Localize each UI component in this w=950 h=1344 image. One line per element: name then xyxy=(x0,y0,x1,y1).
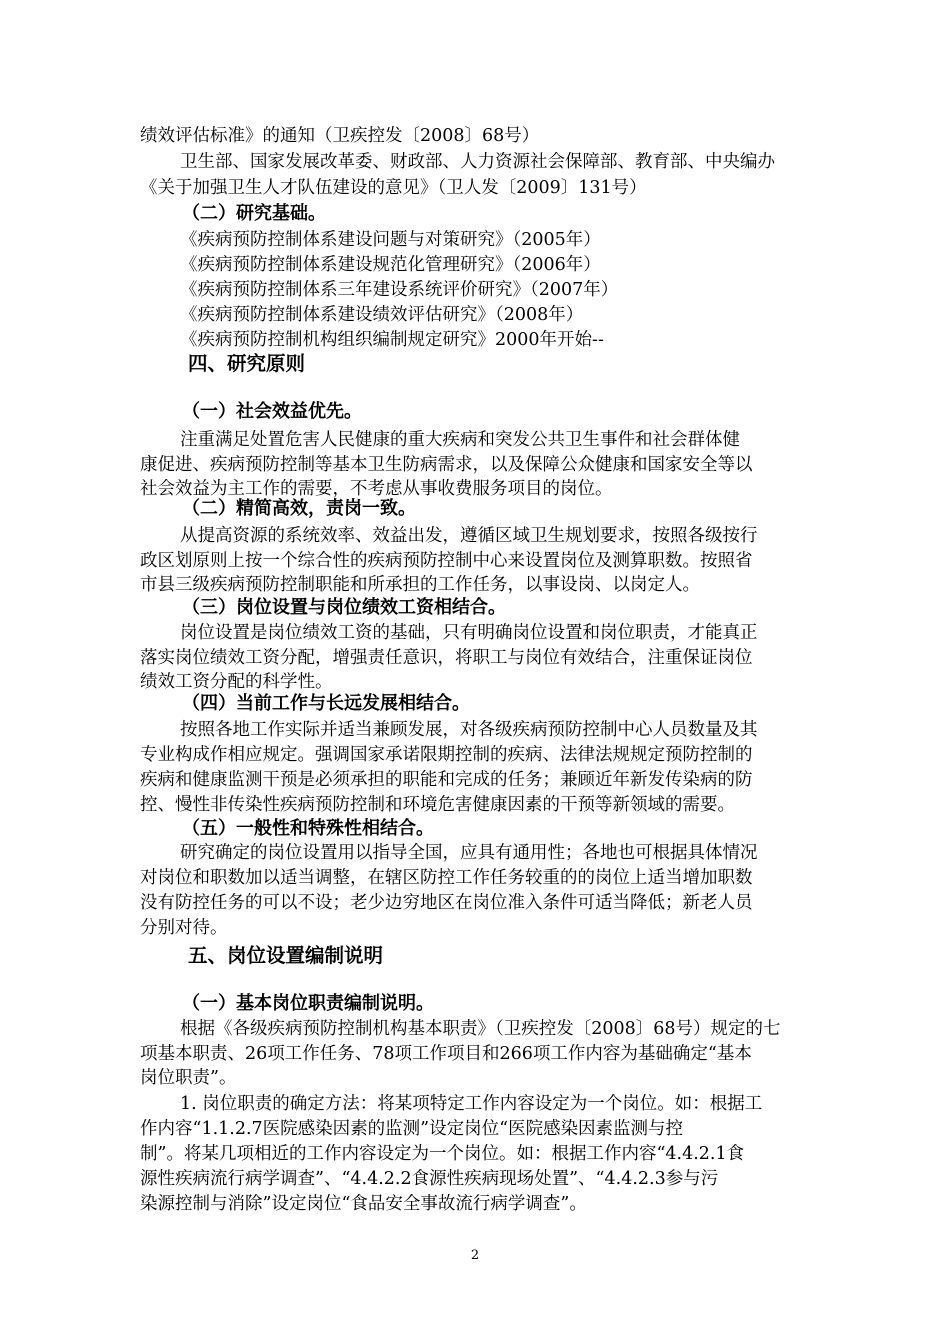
text-line: 制”。将某几项相近的工作内容设定为一个岗位。如：根据工作内容“4.4.2.1食 xyxy=(140,1144,745,1164)
text-line: 对岗位和职数加以适当调整，在辖区防控工作任务较重的的岗位上适当增加职数 xyxy=(140,868,753,888)
text-line: 根据《各级疾病预防控制机构基本职责》（卫疾控发〔2008〕68号）规定的七 xyxy=(180,1019,781,1039)
text-line: 从提高资源的系统效率、效益出发，遵循区域卫生规划要求，按照各级按行 xyxy=(180,526,758,546)
text-line: 注重满足处置危害人民健康的重大疾病和突发公共卫生事件和社会群体健 xyxy=(180,430,740,450)
text-line: 岗位设置是岗位绩效工资的基础，只有明确岗位设置和岗位职责，才能真正 xyxy=(180,623,758,643)
text-line: 源性疾病流行病学调查”、“4.4.2.2食源性疾病现场处置”、“4.4.2.3参与污 xyxy=(140,1169,719,1189)
text-line: 1. 岗位职责的确定方法：将某项特定工作内容设定为一个岗位。如：根据工 xyxy=(180,1094,763,1114)
section-heading: （三）岗位设置与岗位绩效工资相结合。 xyxy=(182,597,506,618)
text-line: 没有防控任务的可以不设；老少边穷地区在岗位准入条件可适当降低；新老人员 xyxy=(140,893,753,913)
page-number: 2 xyxy=(470,1248,480,1263)
text-line: 按照各地工作实际并适当兼顾发展，对各级疾病预防控制中心人员数量及其 xyxy=(180,720,758,740)
text-line: 控、慢性非传染性疾病预防控制和环境危害健康因素的干预等新领域的需要。 xyxy=(140,795,735,815)
text-line: 《疾病预防控制体系建设规范化管理研究》（2006年） xyxy=(180,255,601,275)
text-line: 专业构成作相应规定。强调国家承诺限期控制的疾病、法律法规规定预防控制的 xyxy=(140,745,753,765)
text-line: 《疾病预防控制体系建设问题与对策研究》（2005年） xyxy=(180,230,601,250)
text-line: 卫生部、国家发展改革委、财政部、人力资源社会保障部、教育部、中央编办 xyxy=(180,152,775,172)
section-heading: （一）基本岗位职责编制说明。 xyxy=(182,993,434,1014)
text-line: 项基本职责、26项工作任务、78项工作项目和266项工作内容为基础确定“基本 xyxy=(140,1044,752,1064)
text-line: 疾病和健康监测干预是必须承担的职能和完成的任务；兼顾近年新发传染病的防 xyxy=(140,770,753,790)
text-line: 《疾病预防控制体系三年建设系统评价研究》（2007年） xyxy=(180,280,619,300)
text-line: 政区划原则上按一个综合性的疾病预防控制中心来设置岗位及测算职数。按照省 xyxy=(140,551,753,571)
text-line: 分别对待。 xyxy=(140,918,228,938)
text-line: 《疾病预防控制体系建设绩效评估研究》（2008年） xyxy=(180,305,584,325)
chapter-heading: 四、研究原则 xyxy=(188,352,306,375)
text-line: 市县三级疾病预防控制职能和所承担的工作任务，以事设岗、以岗定人。 xyxy=(140,575,700,595)
text-line: 康促进、疾病预防控制等基本卫生防病需求，以及保障公众健康和国家安全等以 xyxy=(140,455,753,475)
text-line: 社会效益为主工作的需要，不考虑从事收费服务项目的岗位。 xyxy=(140,479,613,499)
section-heading: （一）社会效益优先。 xyxy=(182,401,362,422)
text-line: 绩效工资分配的科学性。 xyxy=(140,672,333,692)
text-line: 绩效评估标准》的通知（卫疾控发〔2008〕68号） xyxy=(140,126,540,146)
section-heading: （四）当前工作与长远发展相结合。 xyxy=(182,693,470,714)
text-line: 染源控制与消除”设定岗位“食品安全事故流行病学调查”。 xyxy=(140,1194,587,1214)
text-line: 研究确定的岗位设置用以指导全国，应具有通用性；各地也可根据具体情况 xyxy=(180,843,758,863)
text-line: 岗位职责”。 xyxy=(140,1068,237,1088)
section-heading: （二）研究基础。 xyxy=(182,203,326,224)
section-heading: （五）一般性和特殊性相结合。 xyxy=(182,818,434,839)
text-line: 《关于加强卫生人才队伍建设的意见》（卫人发〔2009〕131号） xyxy=(140,178,647,198)
section-heading: （二）精简高效，责岗一致。 xyxy=(182,498,416,519)
chapter-heading: 五、岗位设置编制说明 xyxy=(188,944,384,967)
text-line: 《疾病预防控制机构组织编制规定研究》2000年开始-- xyxy=(180,330,604,350)
text-line: 作内容“1.1.2.7医院感染因素的监测”设定岗位“医院感染因素监测与控 xyxy=(140,1119,684,1139)
text-line: 落实岗位绩效工资分配，增强责任意识，将职工与岗位有效结合，注重保证岗位 xyxy=(140,648,753,668)
